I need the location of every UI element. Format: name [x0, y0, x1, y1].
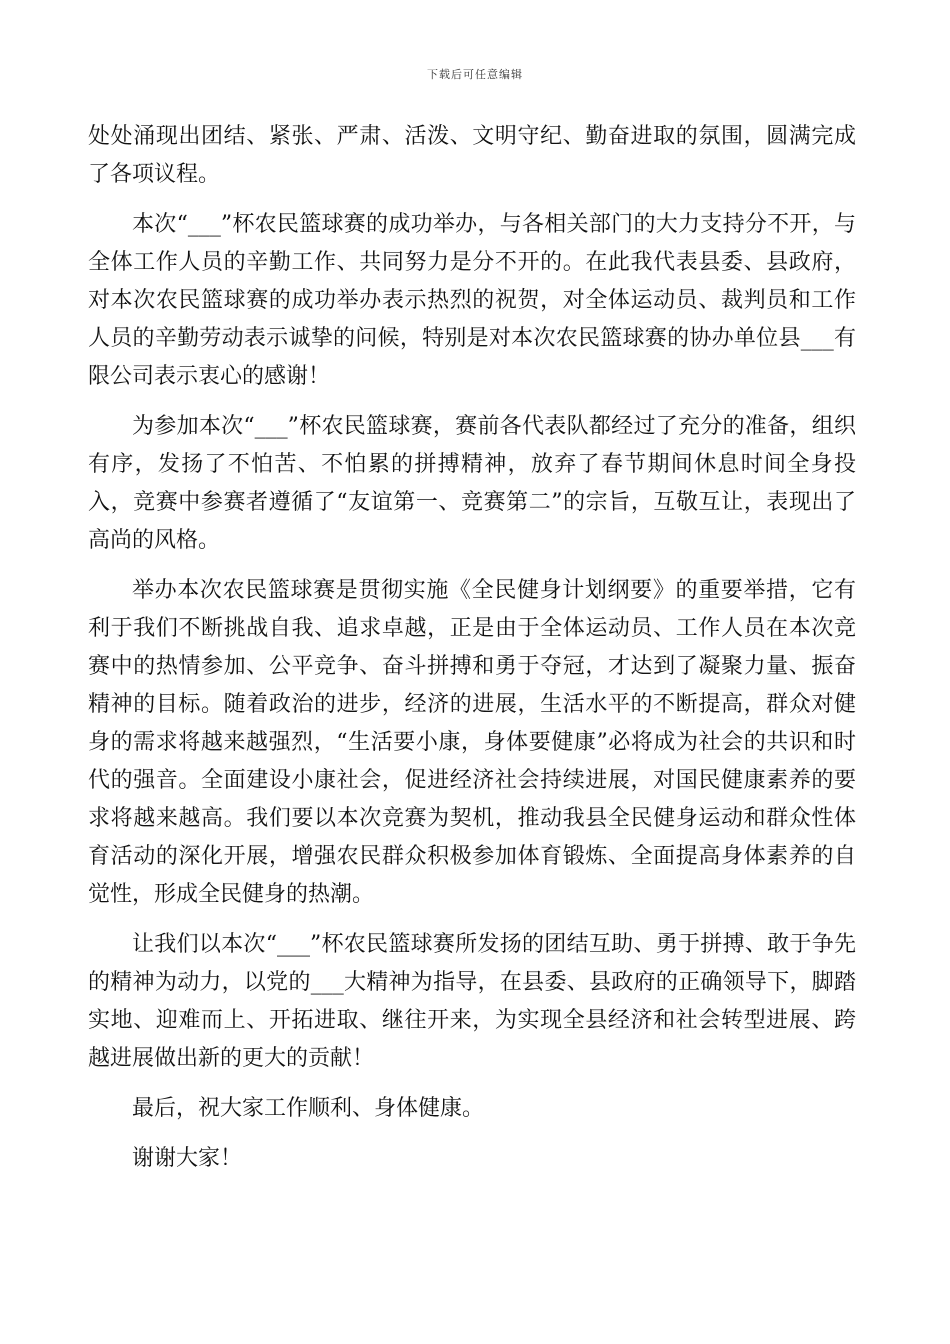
paragraph-team-preparation: 为参加本次“___”杯农民篮球赛，赛前各代表队都经过了充分的准备，组织有序，发扬了不怕苦、不怕累的拼搏精神，放弃了春节期间休息时间全身投入，竞赛中参赛者遵循了“友谊第一、竞赛第二”的宗旨，互敬互让，表现出了高尚的风格。 [88, 414, 856, 553]
document-body [88, 118, 856, 1190]
paragraph-continuation: 处处涌现出团结、紧张、严肃、活泼、文明守纪、勤奋进取的氛围，圆满完成了各项议程。 [88, 124, 856, 187]
paragraph-thank-you: 谢谢大家！ [132, 1146, 243, 1171]
header-note: 下载后可任意编辑 [427, 68, 523, 81]
paragraph-thanks-departments: 本次“___”杯农民篮球赛的成功举办，与各相关部门的大力支持分不开，与全体工作人员的辛勤工作、共同努力是分不开的。在此我代表县委、县政府，对本次农民篮球赛的成功举办表示热烈的祝贺，对全体运动员、裁判员和工作人员的辛勤劳动表示诚挚的问候，特别是对本次农民篮球赛的协办单位县___有限公司表示衷心的感谢！ [88, 212, 856, 389]
paragraph-fitness-plan: 举办本次农民篮球赛是贯彻实施《全民健身计划纲要》的重要举措，它有利于我们不断挑战自我、追求卓越，正是由于全体运动员、工作人员在本次竞赛中的热情参加、公平竞争、奋斗拼搏和勇于夺冠，才达到了凝聚力量、振奋精神的目标。随着政治的进步，经济的进展，生活水平的不断提高，群众对健身的需求将越来越强烈，“生活要小康，身体要健康”必将成为社会的共识和时代的强音。全面建设小康社会，促进经济社会持续进展，对国民健康素养的要求将越来越高。我们要以本次竞赛为契机，推动我县全民健身运动和群众性体育活动的深化开展，增强农民群众积极参加体育锻炼、全面提高身体素养的自觉性，形成全民健身的热潮。 [88, 578, 856, 907]
paragraph-call-to-action: 让我们以本次“___”杯农民篮球赛所发扬的团结互助、勇于拼搏、敢于争先的精神为动力，以党的___大精神为指导，在县委、县政府的正确领导下，脚踏实地、迎难而上、开拓进取、继往开来，为实现全县经济和社会转型进展、跨越进展做出新的更大的贡献！ [88, 932, 856, 1071]
paragraph-closing-wishes: 最后，祝大家工作顺利、身体健康。 [132, 1096, 485, 1121]
